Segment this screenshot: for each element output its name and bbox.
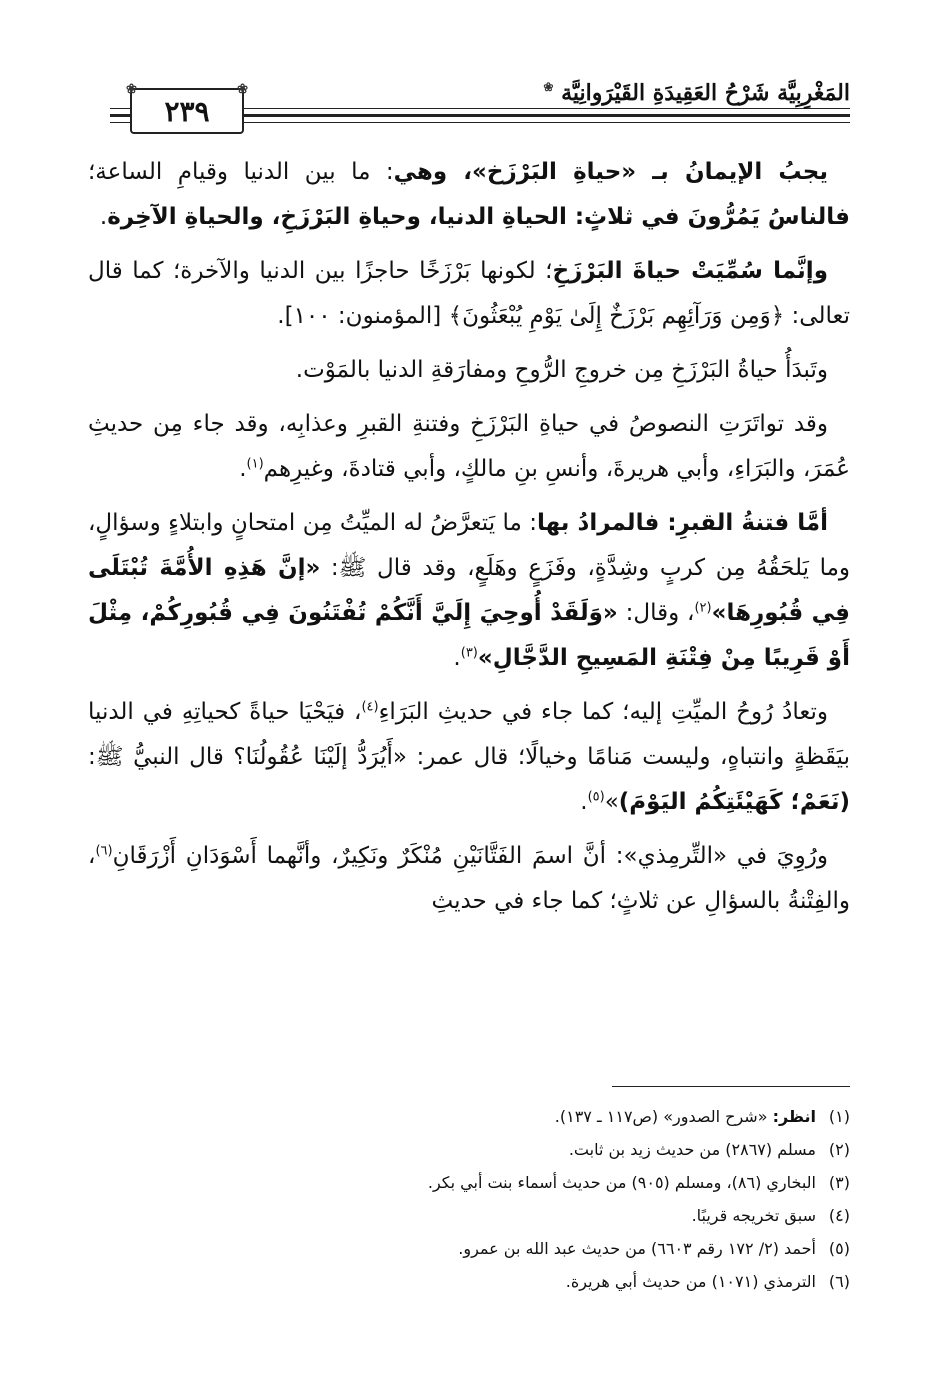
footnote-ref: (٢) — [694, 600, 712, 616]
main-text — [88, 150, 850, 933]
bold-text: أمَّا فتنةُ القبرِ: فالمرادُ بها — [536, 510, 828, 536]
footnotes — [300, 1100, 850, 1298]
text-run: ورُوِيَ في «التِّرمِذي»: أنَّ اسمَ الفَتَّانَيْنِ مُنْكَرٌ ونَكِيرٌ، وأنَّهما أَسْوَدَانِ أَزْرَقَانِ — [112, 843, 828, 869]
footnote-number: (٣) — [828, 1173, 850, 1192]
page-header — [110, 78, 850, 132]
footnote-ref: (٤) — [361, 699, 379, 715]
ornament-icon: ❀ — [543, 80, 554, 94]
footnote-text: أحمد (٢/ ١٧٢ رقم ٦٦٠٣) من حديث عبد الله بن عمرو. — [458, 1239, 816, 1258]
text-run: . — [580, 789, 588, 815]
text-run: [المؤمنون: ١٠٠]. — [277, 303, 449, 329]
ornament-icon: ❀ — [237, 82, 248, 97]
footnote-ref: (٣) — [460, 645, 478, 661]
footnote-text: الترمذي (١٠٧١) من حديث أبي هريرة. — [565, 1272, 816, 1291]
footnote-item — [300, 1133, 850, 1166]
footnote-ref: (٦) — [95, 843, 113, 859]
paragraph — [88, 501, 850, 681]
footnote-text: مسلم (٢٨٦٧) من حديث زيد بن ثابت. — [568, 1140, 816, 1159]
text-run: وتَبدَأُ حياةُ البَرْزَخِ مِن خروجِ الرُّوحِ ومفارَقةِ الدنيا بالمَوْت. — [295, 357, 828, 383]
footnote-item — [300, 1232, 850, 1265]
text-run: . — [453, 645, 461, 671]
footnote-number: (٥) — [828, 1239, 850, 1258]
bold-text: (نَعَمْ؛ كَهَيْئَتِكُمُ اليَوْمَ) — [618, 789, 850, 815]
footnote-ref: (١) — [246, 456, 264, 472]
footnote-ref: (٥) — [587, 789, 605, 805]
footnote-item — [300, 1199, 850, 1232]
footnote-text: «شرح الصدور» (ص١١٧ ـ ١٣٧). — [554, 1107, 773, 1126]
text-run: ، والفِتْنةُ بالسؤالِ عن ثلاثٍ؛ كما جاء في حديثِ — [88, 843, 850, 914]
footnote-text: البخاري (٨٦)، ومسلم (٩٠٥) من حديث أسماء بنت أبي بكر. — [427, 1173, 816, 1192]
footnote-text: سبق تخريجه قريبًا. — [691, 1206, 816, 1225]
paragraph — [88, 690, 850, 825]
quran-verse: ﴿وَمِن وَرَآئِهِم بَرْزَخٌ إِلَىٰ يَوْمِ يُبْعَثُونَ﴾ — [448, 303, 785, 329]
page-number-box — [126, 82, 248, 134]
text-run: : ما يَتعرَّضُ له الميِّتُ مِن امتحانٍ وابتلاءٍ وسؤالٍ، وما يَلحَقُهُ مِن كربٍ وشِدَّةٍ، وفَزَعٍ وهَلَعٍ، وقد قال ﷺ: — [88, 510, 850, 581]
bold-text: «إنَّ هَذِهِ الأُمَّةَ تُبْتَلَى فِي قُبُورِهَا» — [88, 555, 850, 626]
paragraph — [88, 249, 850, 339]
footnote-item — [300, 1100, 850, 1133]
paragraph — [88, 150, 850, 240]
text-run: ؛ لكونها بَرْزَخًا حاجزًا بين الدنيا والآخرة؛ كما قال تعالى: — [88, 258, 850, 329]
ornament-icon: ❀ — [126, 82, 137, 97]
paragraph — [88, 834, 850, 924]
text-run: » — [604, 789, 619, 815]
footnote-item — [300, 1265, 850, 1298]
bold-text: يجبُ الإيمانُ بـ «حياةِ البَرْزَخ»، وهي — [393, 159, 828, 185]
paragraph — [88, 348, 850, 393]
bold-text: وإنَّما سُمِّيَتْ حياةَ البَرْزَخِ — [552, 258, 828, 284]
text-run: ، وقال: — [617, 600, 695, 626]
text-run: ، فيَحْيَا حياةً كحياتِهِ في الدنيا بيَقَظةٍ وانتباهٍ، وليست مَنامًا وخيالًا؛ قال عمر: «أَيُرَدُّ إلَيْنَا عُقُولُنَا؟ قال النبيُّ ﷺ: — [88, 699, 850, 770]
text-run: . — [239, 456, 247, 482]
text-run: وتعادُ رُوحُ الميِّتِ إليه؛ كما جاء في حديثِ البَرَاءِ — [378, 699, 829, 725]
footnote-item — [300, 1166, 850, 1199]
text-run: : ما بين الدنيا وقيامِ الساعة؛ — [88, 159, 394, 185]
footnote-number: (٤) — [828, 1206, 850, 1225]
footnote-label: انظر: — [772, 1107, 816, 1126]
footnote-number: (٦) — [828, 1272, 850, 1291]
bold-text: «وَلَقَدْ أُوحِيَ إِلَيَّ أَنَّكُمْ تُفْتَنُونَ فِي قُبُورِكُمْ، مِثْلَ أَوْ قَرِيبًا مِنْ فِتْنَةِ المَسِيحِ الدَّجَّالِ» — [88, 600, 850, 671]
book-title: المَغْرِبِيَّة شَرْحُ العَقِيدَةِ القَيْرَوانِيَّة — [561, 80, 850, 106]
running-title — [529, 80, 850, 106]
page-number: ٢٣٩ — [164, 94, 210, 128]
bold-text: فالناسُ يَمُرُّونَ في ثلاثٍ: الحياةِ الدنيا، وحياةِ البَرْزَخِ، والحياةِ الآخِرة — [107, 204, 850, 230]
footnote-separator — [612, 1086, 850, 1087]
footnote-number: (١) — [828, 1107, 850, 1126]
paragraph — [88, 402, 850, 492]
text-run: . — [99, 204, 108, 230]
text-run: وقد تواتَرَتِ النصوصُ في حياةِ البَرْزَخِ وفتنةِ القبرِ وعذابِه، وقد جاء مِن حديثِ عُمَرَ، والبَرَاءِ، وأبي هريرةَ، وأنسِ بنِ مالكٍ، وأبي قتادةَ، وغيرِهم — [88, 411, 850, 482]
footnote-number: (٢) — [828, 1140, 850, 1159]
